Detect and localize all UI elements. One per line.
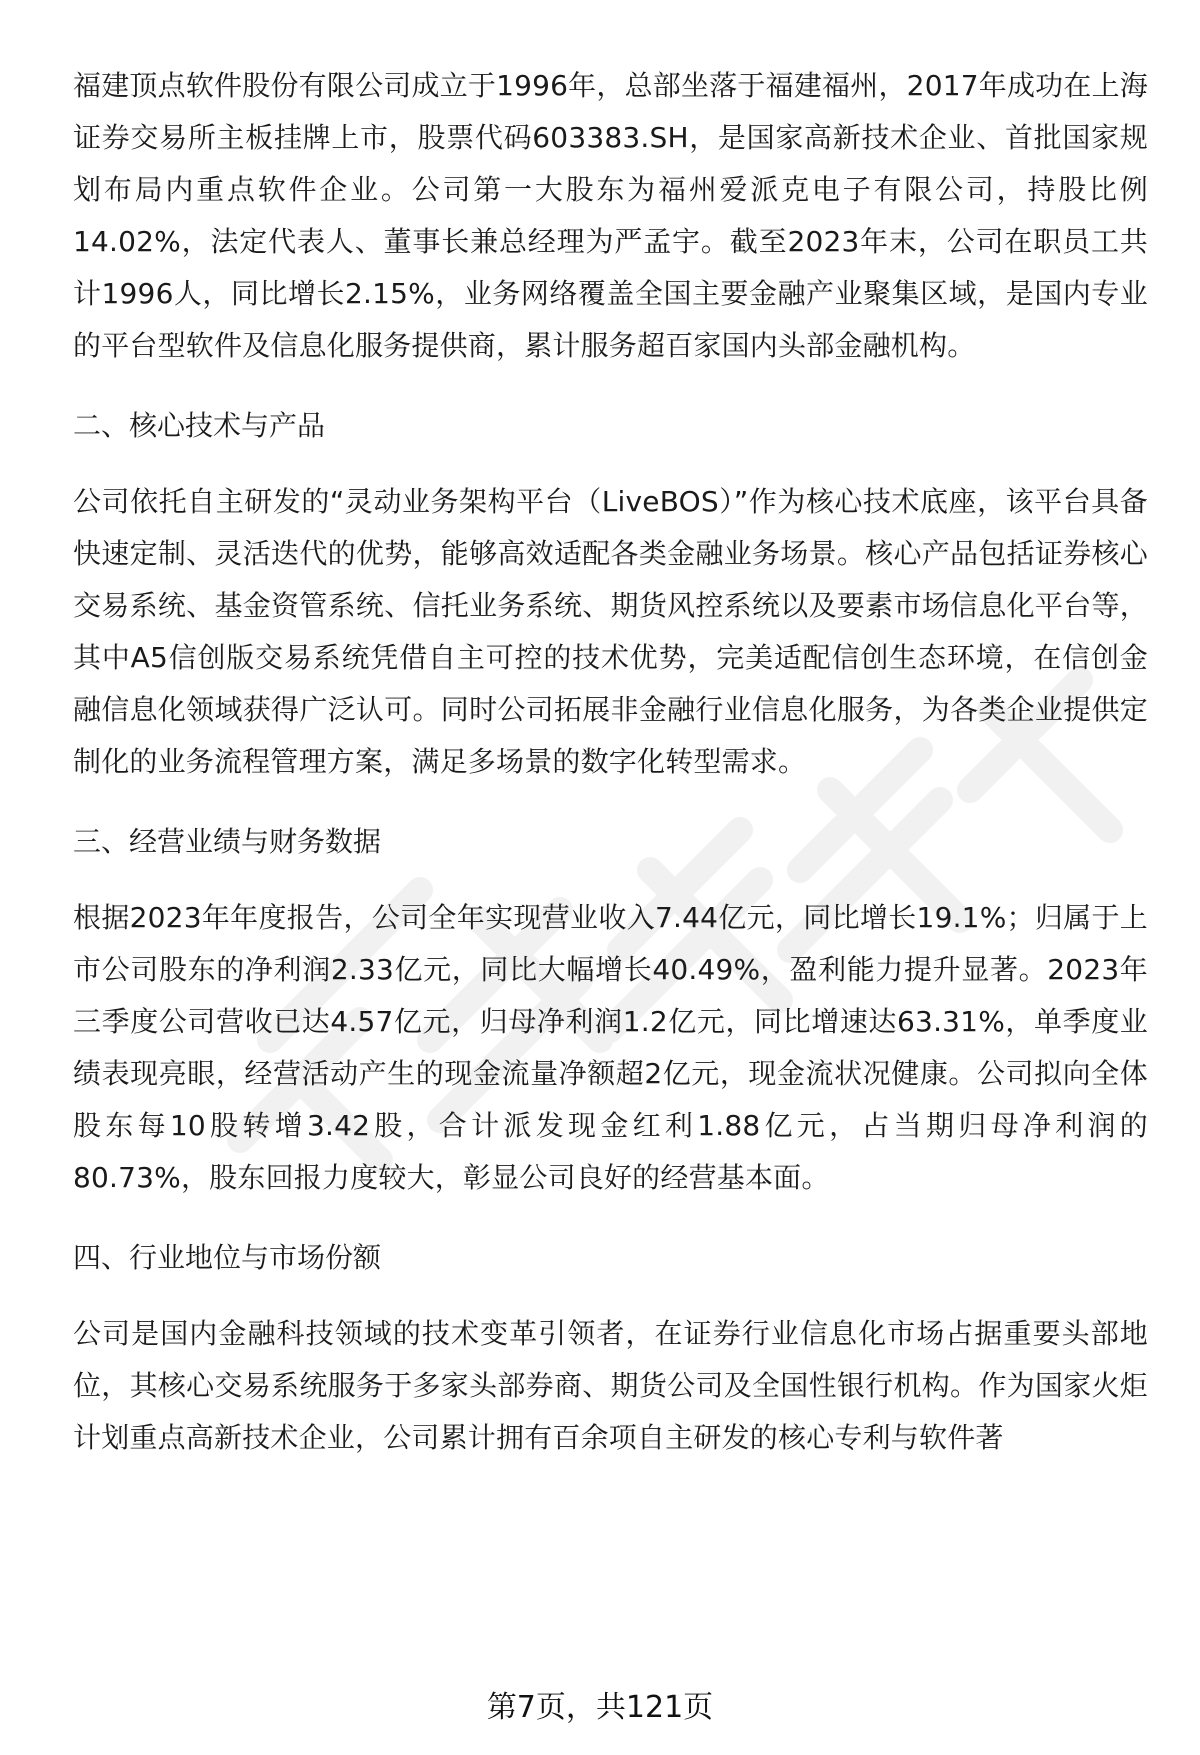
section-heading-core-tech: 二、核心技术与产品 (73, 409, 326, 442)
section-heading-finance: 三、经营业绩与财务数据 (73, 825, 382, 858)
page-number-footer: 第7页，共121页 (486, 1690, 714, 1725)
section-heading-industry: 四、行业地位与市场份额 (73, 1241, 382, 1274)
industry-paragraph: 公司是国内金融科技领域的技术变革引领者，在证券行业信息化市场占据重要头部地位，其核心交易系统服务于多家头部券商、期货公司及全国性银行机构。作为国家火炬计划重点高新技术企业，公司累计拥有百余项自主研发的核心专利与软件著 (73, 1317, 1148, 1454)
document-body (73, 60, 1148, 1464)
company-intro-paragraph: 福建顶点软件股份有限公司成立于1996年，总部坐落于福建福州，2017年成功在上海证券交易所主板挂牌上市，股票代码603383.SH，是国家高新技术企业、首批国家规划布局内重点软件企业。公司第一大股东为福州爱派克电子有限公司，持股比例14.02%，法定代表人、董事长兼总经理为严孟宇。截至2023年末，公司在职员工共计1996人，同比增长2.15%，业务网络覆盖全国主要金融产业聚集区域，是国内专业的平台型软件及信息化服务提供商，累计服务超百家国内头部金融机构。 (73, 69, 1148, 362)
core-tech-paragraph: 公司依托自主研发的“灵动业务架构平台（LiveBOS）”作为核心技术底座，该平台具备快速定制、灵活迭代的优势，能够高效适配各类金融业务场景。核心产品包括证券核心交易系统、基金资管系统、信托业务系统、期货风控系统以及要素市场信息化平台等，其中A5信创版交易系统凭借自主可控的技术优势，完美适配信创生态环境，在信创金融信息化领域获得广泛认可。同时公司拓展非金融行业信息化服务，为各类企业提供定制化的业务流程管理方案，满足多场景的数字化转型需求。 (73, 485, 1148, 778)
finance-paragraph: 根据2023年年度报告，公司全年实现营业收入7.44亿元，同比增长19.1%；归属于上市公司股东的净利润2.33亿元，同比大幅增长40.49%，盈利能力提升显著。2023年三季度公司营收已达4.57亿元，归母净利润1.2亿元，同比增速达63.31%，单季度业绩表现亮眼，经营活动产生的现金流量净额超2亿元，现金流状况健康。公司拟向全体股东每10股转增3.42股，合计派发现金红利1.88亿元，占当期归母净利润的80.73%，股东回报力度较大，彰显公司良好的经营基本面。 (73, 901, 1148, 1194)
